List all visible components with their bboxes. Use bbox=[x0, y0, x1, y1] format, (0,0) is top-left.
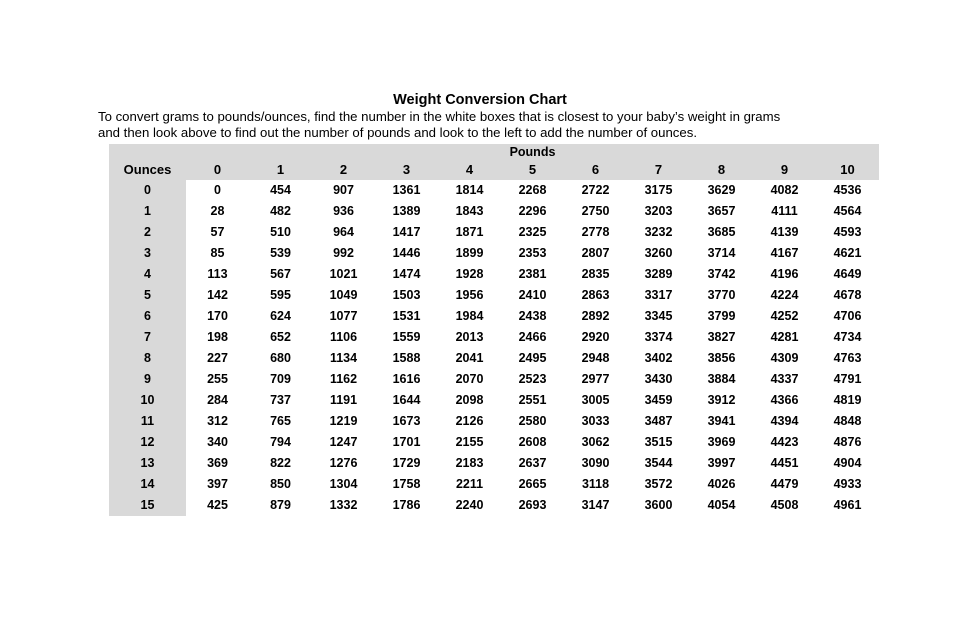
grams-cell: 539 bbox=[270, 246, 291, 260]
pounds-column-header: 4 bbox=[438, 160, 501, 180]
grams-cell: 113 bbox=[207, 267, 228, 281]
ounces-cell: 0 bbox=[109, 180, 186, 201]
ounces-cell: 14 bbox=[109, 474, 186, 495]
grams-cell: 2268 bbox=[518, 183, 547, 197]
grams-cell: 3856 bbox=[707, 351, 736, 365]
grams-cell: 4111 bbox=[771, 204, 798, 218]
grams-cell: 3232 bbox=[644, 225, 673, 239]
grams-cell: 510 bbox=[270, 225, 291, 239]
grams-cell: 1843 bbox=[455, 204, 484, 218]
grams-cell: 4082 bbox=[770, 183, 799, 197]
grams-cell: 1956 bbox=[455, 288, 484, 302]
grams-cell: 3260 bbox=[644, 246, 673, 260]
grams-cell: 4508 bbox=[770, 498, 799, 512]
intro-line-1: To convert grams to pounds/ounces, find the number in the white boxes that is closest to your baby’s weight in grams bbox=[98, 109, 781, 124]
grams-cell: 2892 bbox=[581, 309, 610, 323]
grams-cell: 3770 bbox=[707, 288, 736, 302]
pounds-column-header: 3 bbox=[375, 160, 438, 180]
grams-cell: 1446 bbox=[392, 246, 421, 260]
grams-cell: 2466 bbox=[518, 330, 547, 344]
grams-cell: 454 bbox=[270, 183, 291, 197]
grams-cell: 765 bbox=[270, 414, 291, 428]
grams-cell: 198 bbox=[207, 330, 228, 344]
grams-cell: 3912 bbox=[707, 393, 736, 407]
grams-cell: 3941 bbox=[707, 414, 736, 428]
grams-cell: 3714 bbox=[707, 246, 736, 260]
grams-cell: 4649 bbox=[833, 267, 862, 281]
grams-cell: 1219 bbox=[329, 414, 358, 428]
grams-cell: 3289 bbox=[644, 267, 673, 281]
grams-cell: 4337 bbox=[770, 372, 799, 386]
grams-cell: 3969 bbox=[707, 435, 736, 449]
grams-cell: 312 bbox=[207, 414, 228, 428]
grams-cell: 2948 bbox=[581, 351, 610, 365]
grams-cell: 3799 bbox=[707, 309, 736, 323]
grams-cell: 1814 bbox=[455, 183, 484, 197]
grams-cell: 4536 bbox=[833, 183, 862, 197]
grams-cell: 709 bbox=[270, 372, 291, 386]
pounds-column-header: 7 bbox=[627, 160, 690, 180]
grams-cell: 879 bbox=[270, 498, 291, 512]
grams-cell: 3062 bbox=[581, 435, 610, 449]
ounces-cell: 12 bbox=[109, 432, 186, 453]
grams-cell: 3572 bbox=[644, 477, 673, 491]
grams-cell: 2835 bbox=[581, 267, 610, 281]
grams-cell: 227 bbox=[207, 351, 228, 365]
grams-cell: 3203 bbox=[644, 204, 673, 218]
grams-cell: 2126 bbox=[455, 414, 484, 428]
grams-cell: 2977 bbox=[581, 372, 610, 386]
grams-cell: 2098 bbox=[455, 393, 484, 407]
grams-cell: 4026 bbox=[707, 477, 736, 491]
grams-cell: 1332 bbox=[329, 498, 358, 512]
grams-cell: 1786 bbox=[392, 498, 421, 512]
grams-cell: 652 bbox=[270, 330, 291, 344]
grams-cell: 4848 bbox=[833, 414, 862, 428]
grams-cell: 992 bbox=[333, 246, 354, 260]
table-row bbox=[109, 201, 879, 222]
grams-cell: 369 bbox=[207, 456, 228, 470]
grams-cell: 1984 bbox=[455, 309, 484, 323]
grams-cell: 3657 bbox=[707, 204, 736, 218]
grams-cell: 964 bbox=[333, 225, 354, 239]
grams-cell: 1191 bbox=[329, 393, 358, 407]
table-row bbox=[109, 285, 879, 306]
grams-cell: 936 bbox=[333, 204, 354, 218]
grams-cell: 4366 bbox=[770, 393, 799, 407]
grams-cell: 28 bbox=[210, 204, 225, 218]
table-row bbox=[109, 180, 879, 201]
grams-cell: 57 bbox=[210, 225, 225, 239]
grams-cell: 4904 bbox=[833, 456, 862, 470]
grams-cell: 1049 bbox=[329, 288, 358, 302]
ounces-cell: 1 bbox=[109, 201, 186, 222]
grams-cell: 3374 bbox=[644, 330, 673, 344]
grams-cell: 4961 bbox=[833, 498, 862, 512]
grams-cell: 2013 bbox=[455, 330, 484, 344]
ounces-column-header: Ounces bbox=[109, 160, 186, 180]
grams-cell: 1644 bbox=[392, 393, 421, 407]
grams-cell: 2807 bbox=[581, 246, 610, 260]
table-row bbox=[109, 306, 879, 327]
grams-cell: 4252 bbox=[770, 309, 799, 323]
grams-cell: 4054 bbox=[707, 498, 736, 512]
grams-cell: 4196 bbox=[770, 267, 799, 281]
table-row bbox=[109, 243, 879, 264]
pounds-column-header: 2 bbox=[312, 160, 375, 180]
grams-cell: 2637 bbox=[518, 456, 547, 470]
grams-cell: 4224 bbox=[770, 288, 799, 302]
grams-cell: 4423 bbox=[770, 435, 799, 449]
grams-cell: 2353 bbox=[518, 246, 547, 260]
column-header-row bbox=[109, 160, 879, 180]
grams-cell: 907 bbox=[333, 183, 354, 197]
ounces-cell: 3 bbox=[109, 243, 186, 264]
grams-cell: 2041 bbox=[455, 351, 484, 365]
ounces-cell: 10 bbox=[109, 390, 186, 411]
grams-cell: 822 bbox=[270, 456, 291, 470]
grams-cell: 0 bbox=[214, 183, 221, 197]
grams-cell: 1616 bbox=[392, 372, 421, 386]
pounds-column-header: 5 bbox=[501, 160, 564, 180]
grams-cell: 1361 bbox=[392, 183, 421, 197]
table-row bbox=[109, 369, 879, 390]
grams-cell: 2665 bbox=[518, 477, 547, 491]
conversion-table bbox=[109, 144, 879, 516]
grams-cell: 4394 bbox=[770, 414, 799, 428]
grams-cell: 3175 bbox=[644, 183, 673, 197]
grams-cell: 2070 bbox=[455, 372, 484, 386]
table-row bbox=[109, 348, 879, 369]
grams-cell: 3147 bbox=[581, 498, 610, 512]
grams-cell: 1134 bbox=[329, 351, 358, 365]
grams-cell: 2438 bbox=[518, 309, 547, 323]
ounces-cell: 13 bbox=[109, 453, 186, 474]
grams-cell: 3685 bbox=[707, 225, 736, 239]
grams-cell: 1871 bbox=[455, 225, 484, 239]
grams-cell: 1077 bbox=[329, 309, 358, 323]
table-row bbox=[109, 327, 879, 348]
grams-cell: 2211 bbox=[455, 477, 484, 491]
grams-cell: 4593 bbox=[833, 225, 862, 239]
grams-cell: 4876 bbox=[833, 435, 862, 449]
grams-cell: 1021 bbox=[329, 267, 358, 281]
grams-cell: 1588 bbox=[392, 351, 421, 365]
grams-cell: 255 bbox=[207, 372, 228, 386]
grams-cell: 482 bbox=[270, 204, 291, 218]
grams-cell: 4564 bbox=[833, 204, 862, 218]
ounces-cell: 7 bbox=[109, 327, 186, 348]
grams-cell: 4819 bbox=[833, 393, 862, 407]
table-row bbox=[109, 453, 879, 474]
grams-cell: 3544 bbox=[644, 456, 673, 470]
pounds-group-header: Pounds bbox=[186, 144, 879, 160]
table-row bbox=[109, 264, 879, 285]
table-row bbox=[109, 222, 879, 243]
table-body bbox=[109, 180, 879, 516]
header-corner bbox=[109, 144, 186, 160]
grams-cell: 4139 bbox=[770, 225, 799, 239]
grams-cell: 397 bbox=[207, 477, 228, 491]
grams-cell: 340 bbox=[207, 435, 228, 449]
grams-cell: 737 bbox=[270, 393, 291, 407]
grams-cell: 595 bbox=[270, 288, 291, 302]
grams-cell: 4933 bbox=[833, 477, 862, 491]
grams-cell: 794 bbox=[270, 435, 291, 449]
ounces-cell: 4 bbox=[109, 264, 186, 285]
grams-cell: 3033 bbox=[581, 414, 610, 428]
intro-text bbox=[98, 109, 888, 140]
grams-cell: 2750 bbox=[581, 204, 610, 218]
grams-cell: 2296 bbox=[518, 204, 547, 218]
pounds-header-row bbox=[109, 144, 879, 160]
grams-cell: 4734 bbox=[833, 330, 862, 344]
grams-cell: 3118 bbox=[581, 477, 610, 491]
grams-cell: 2920 bbox=[581, 330, 610, 344]
table-row bbox=[109, 432, 879, 453]
grams-cell: 1417 bbox=[392, 225, 421, 239]
grams-cell: 4281 bbox=[770, 330, 799, 344]
page-title: Weight Conversion Chart bbox=[393, 92, 567, 108]
grams-cell: 1106 bbox=[329, 330, 358, 344]
grams-cell: 2693 bbox=[518, 498, 547, 512]
grams-cell: 1503 bbox=[392, 288, 421, 302]
grams-cell: 1247 bbox=[329, 435, 358, 449]
table-row bbox=[109, 495, 879, 516]
pounds-column-header: 1 bbox=[249, 160, 312, 180]
grams-cell: 1531 bbox=[392, 309, 421, 323]
grams-cell: 2495 bbox=[518, 351, 547, 365]
grams-cell: 567 bbox=[270, 267, 291, 281]
ounces-cell: 2 bbox=[109, 222, 186, 243]
grams-cell: 2580 bbox=[518, 414, 547, 428]
grams-cell: 2155 bbox=[455, 435, 484, 449]
grams-cell: 4763 bbox=[833, 351, 862, 365]
grams-cell: 170 bbox=[207, 309, 228, 323]
grams-cell: 1899 bbox=[455, 246, 484, 260]
grams-cell: 85 bbox=[210, 246, 225, 260]
pounds-column-header: 8 bbox=[690, 160, 753, 180]
grams-cell: 142 bbox=[207, 288, 228, 302]
grams-cell: 850 bbox=[270, 477, 291, 491]
grams-cell: 3742 bbox=[707, 267, 736, 281]
ounces-cell: 15 bbox=[109, 495, 186, 516]
grams-cell: 3487 bbox=[644, 414, 673, 428]
ounces-cell: 6 bbox=[109, 306, 186, 327]
grams-cell: 1729 bbox=[392, 456, 421, 470]
grams-cell: 1928 bbox=[455, 267, 484, 281]
grams-cell: 624 bbox=[270, 309, 291, 323]
grams-cell: 2523 bbox=[518, 372, 547, 386]
grams-cell: 4309 bbox=[770, 351, 799, 365]
pounds-column-header: 10 bbox=[816, 160, 879, 180]
grams-cell: 1758 bbox=[392, 477, 421, 491]
ounces-cell: 11 bbox=[109, 411, 186, 432]
grams-cell: 2778 bbox=[581, 225, 610, 239]
grams-cell: 425 bbox=[207, 498, 228, 512]
grams-cell: 680 bbox=[270, 351, 291, 365]
grams-cell: 3345 bbox=[644, 309, 673, 323]
pounds-column-header: 9 bbox=[753, 160, 816, 180]
grams-cell: 1276 bbox=[329, 456, 358, 470]
grams-cell: 2183 bbox=[455, 456, 484, 470]
table-row bbox=[109, 474, 879, 495]
grams-cell: 3317 bbox=[644, 288, 673, 302]
grams-cell: 4451 bbox=[770, 456, 799, 470]
grams-cell: 1673 bbox=[392, 414, 421, 428]
grams-cell: 3005 bbox=[581, 393, 610, 407]
grams-cell: 3884 bbox=[707, 372, 736, 386]
grams-cell: 3430 bbox=[644, 372, 673, 386]
grams-cell: 3402 bbox=[644, 351, 673, 365]
grams-cell: 3459 bbox=[644, 393, 673, 407]
pounds-column-header: 0 bbox=[186, 160, 249, 180]
grams-cell: 4167 bbox=[770, 246, 799, 260]
ounces-cell: 8 bbox=[109, 348, 186, 369]
grams-cell: 3515 bbox=[644, 435, 673, 449]
grams-cell: 2608 bbox=[518, 435, 547, 449]
ounces-cell: 9 bbox=[109, 369, 186, 390]
grams-cell: 1701 bbox=[392, 435, 421, 449]
grams-cell: 3629 bbox=[707, 183, 736, 197]
grams-cell: 1304 bbox=[329, 477, 358, 491]
grams-cell: 4706 bbox=[833, 309, 862, 323]
grams-cell: 3600 bbox=[644, 498, 673, 512]
grams-cell: 2551 bbox=[518, 393, 547, 407]
grams-cell: 3997 bbox=[707, 456, 736, 470]
grams-cell: 4791 bbox=[833, 372, 862, 386]
grams-cell: 4621 bbox=[833, 246, 862, 260]
grams-cell: 3827 bbox=[707, 330, 736, 344]
grams-cell: 1474 bbox=[392, 267, 421, 281]
grams-cell: 1389 bbox=[392, 204, 421, 218]
grams-cell: 2410 bbox=[518, 288, 547, 302]
table-row bbox=[109, 411, 879, 432]
ounces-cell: 5 bbox=[109, 285, 186, 306]
grams-cell: 2240 bbox=[455, 498, 484, 512]
grams-cell: 4479 bbox=[770, 477, 799, 491]
intro-line-2: and then look above to find out the number of pounds and look to the left to add the number of ounces. bbox=[98, 124, 697, 140]
grams-cell: 284 bbox=[207, 393, 228, 407]
grams-cell: 2722 bbox=[581, 183, 610, 197]
grams-cell: 2863 bbox=[581, 288, 610, 302]
grams-cell: 2325 bbox=[518, 225, 547, 239]
table-row bbox=[109, 390, 879, 411]
grams-cell: 1559 bbox=[392, 330, 421, 344]
grams-cell: 3090 bbox=[581, 456, 610, 470]
grams-cell: 1162 bbox=[329, 372, 358, 386]
grams-cell: 2381 bbox=[518, 267, 547, 281]
grams-cell: 4678 bbox=[833, 288, 862, 302]
pounds-column-header: 6 bbox=[564, 160, 627, 180]
